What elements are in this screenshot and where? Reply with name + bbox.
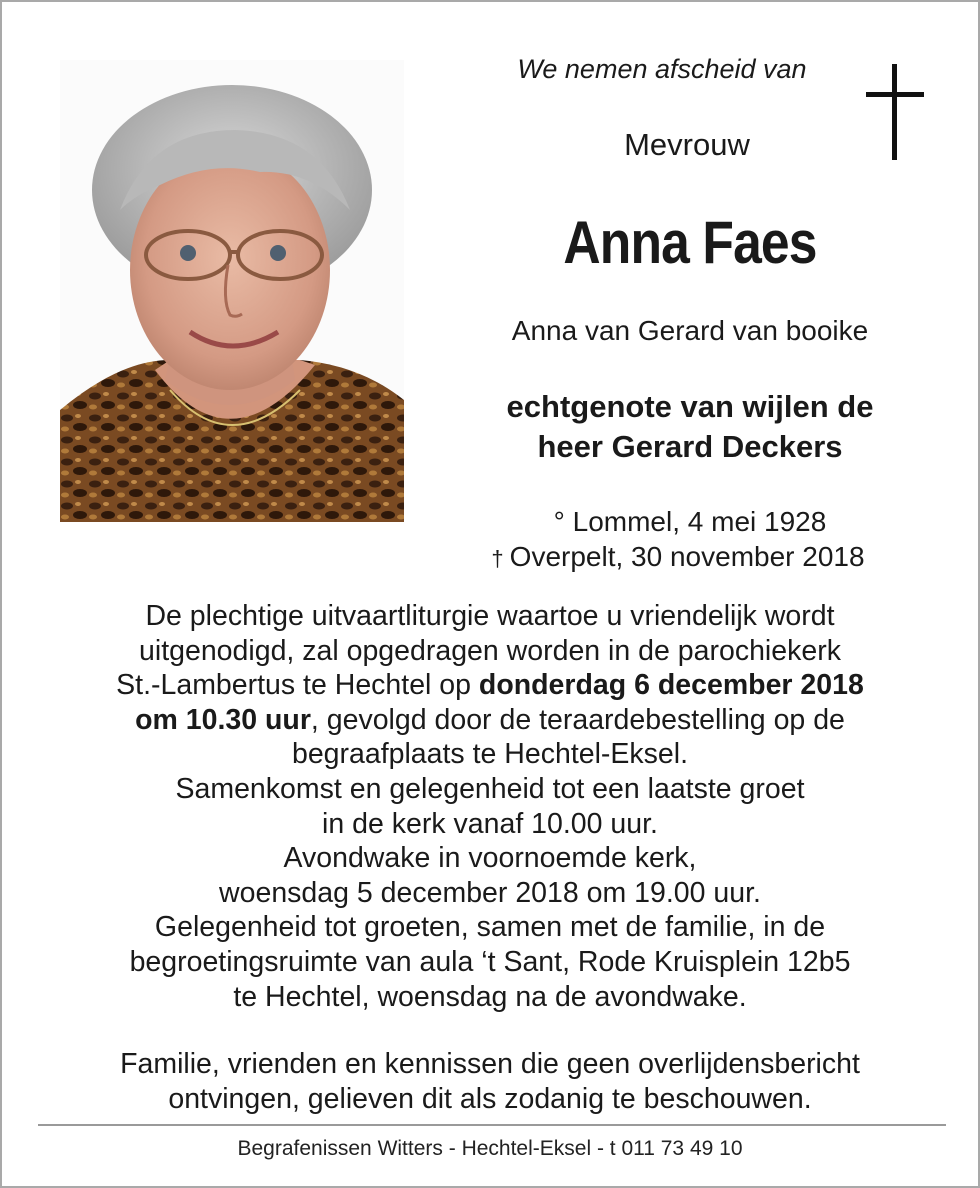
ceremony-details bbox=[42, 599, 938, 1014]
spouse-line-1: echtgenote van wijlen de bbox=[506, 389, 874, 424]
body-line: te Hechtel, woensdag na de avondwake. bbox=[233, 980, 747, 1013]
nickname: Anna van Gerard van booike bbox=[511, 315, 869, 346]
spouse-info bbox=[422, 387, 958, 467]
body-line bbox=[42, 703, 938, 738]
body-line: begraafplaats te Hechtel-Eksel. bbox=[291, 738, 689, 771]
body-line bbox=[42, 668, 938, 703]
body-line: woensdag 5 december 2018 om 19.00 uur. bbox=[219, 876, 761, 909]
ceremony-date: donderdag 6 december 2018 bbox=[478, 669, 864, 702]
death-mark-icon: † bbox=[491, 546, 504, 571]
ceremony-time: om 10.30 uur bbox=[135, 703, 311, 736]
body-line: begroetingsruimte van aula ‘t Sant, Rode Kruisplein 12b5 bbox=[129, 945, 851, 978]
portrait-photo bbox=[60, 60, 404, 522]
death-text: Overpelt, 30 november 2018 bbox=[509, 541, 865, 572]
body-line: uitgenodigd, zal opgedragen worden in de parochiekerk bbox=[139, 634, 841, 667]
closing-line: Familie, vrienden en kennissen die geen overlijdensbericht bbox=[120, 1048, 860, 1080]
salutation: Mevrouw bbox=[624, 127, 750, 162]
body-text: St.-Lambertus te Hechtel op bbox=[116, 669, 479, 702]
body-line: Samenkomst en gelegenheid tot een laatste groet bbox=[175, 772, 805, 805]
closing-note bbox=[42, 1047, 938, 1116]
body-line: Gelegenheid tot groeten, samen met de familie, in de bbox=[154, 911, 826, 944]
birth-info: ° Lommel, 4 mei 1928 bbox=[553, 506, 827, 537]
divider bbox=[38, 1124, 946, 1126]
body-text: , gevolgd door de teraardebestelling op de bbox=[310, 703, 845, 736]
spouse-line-2: heer Gerard Deckers bbox=[537, 429, 843, 464]
intro-text: We nemen afscheid van bbox=[517, 54, 807, 84]
body-line: Avondwake in voornoemde kerk, bbox=[283, 842, 697, 875]
funeral-home-footer: Begrafenissen Witters - Hechtel-Eksel - t 011 73 49 10 bbox=[237, 1137, 743, 1160]
body-line: De plechtige uitvaartliturgie waartoe u vriendelijk wordt bbox=[145, 600, 835, 632]
closing-line: ontvingen, gelieven dit als zodanig te beschouwen. bbox=[168, 1082, 812, 1115]
body-line: in de kerk vanaf 10.00 uur. bbox=[322, 807, 658, 840]
deceased-name: Anna Faes bbox=[563, 209, 817, 276]
death-info bbox=[458, 541, 898, 573]
